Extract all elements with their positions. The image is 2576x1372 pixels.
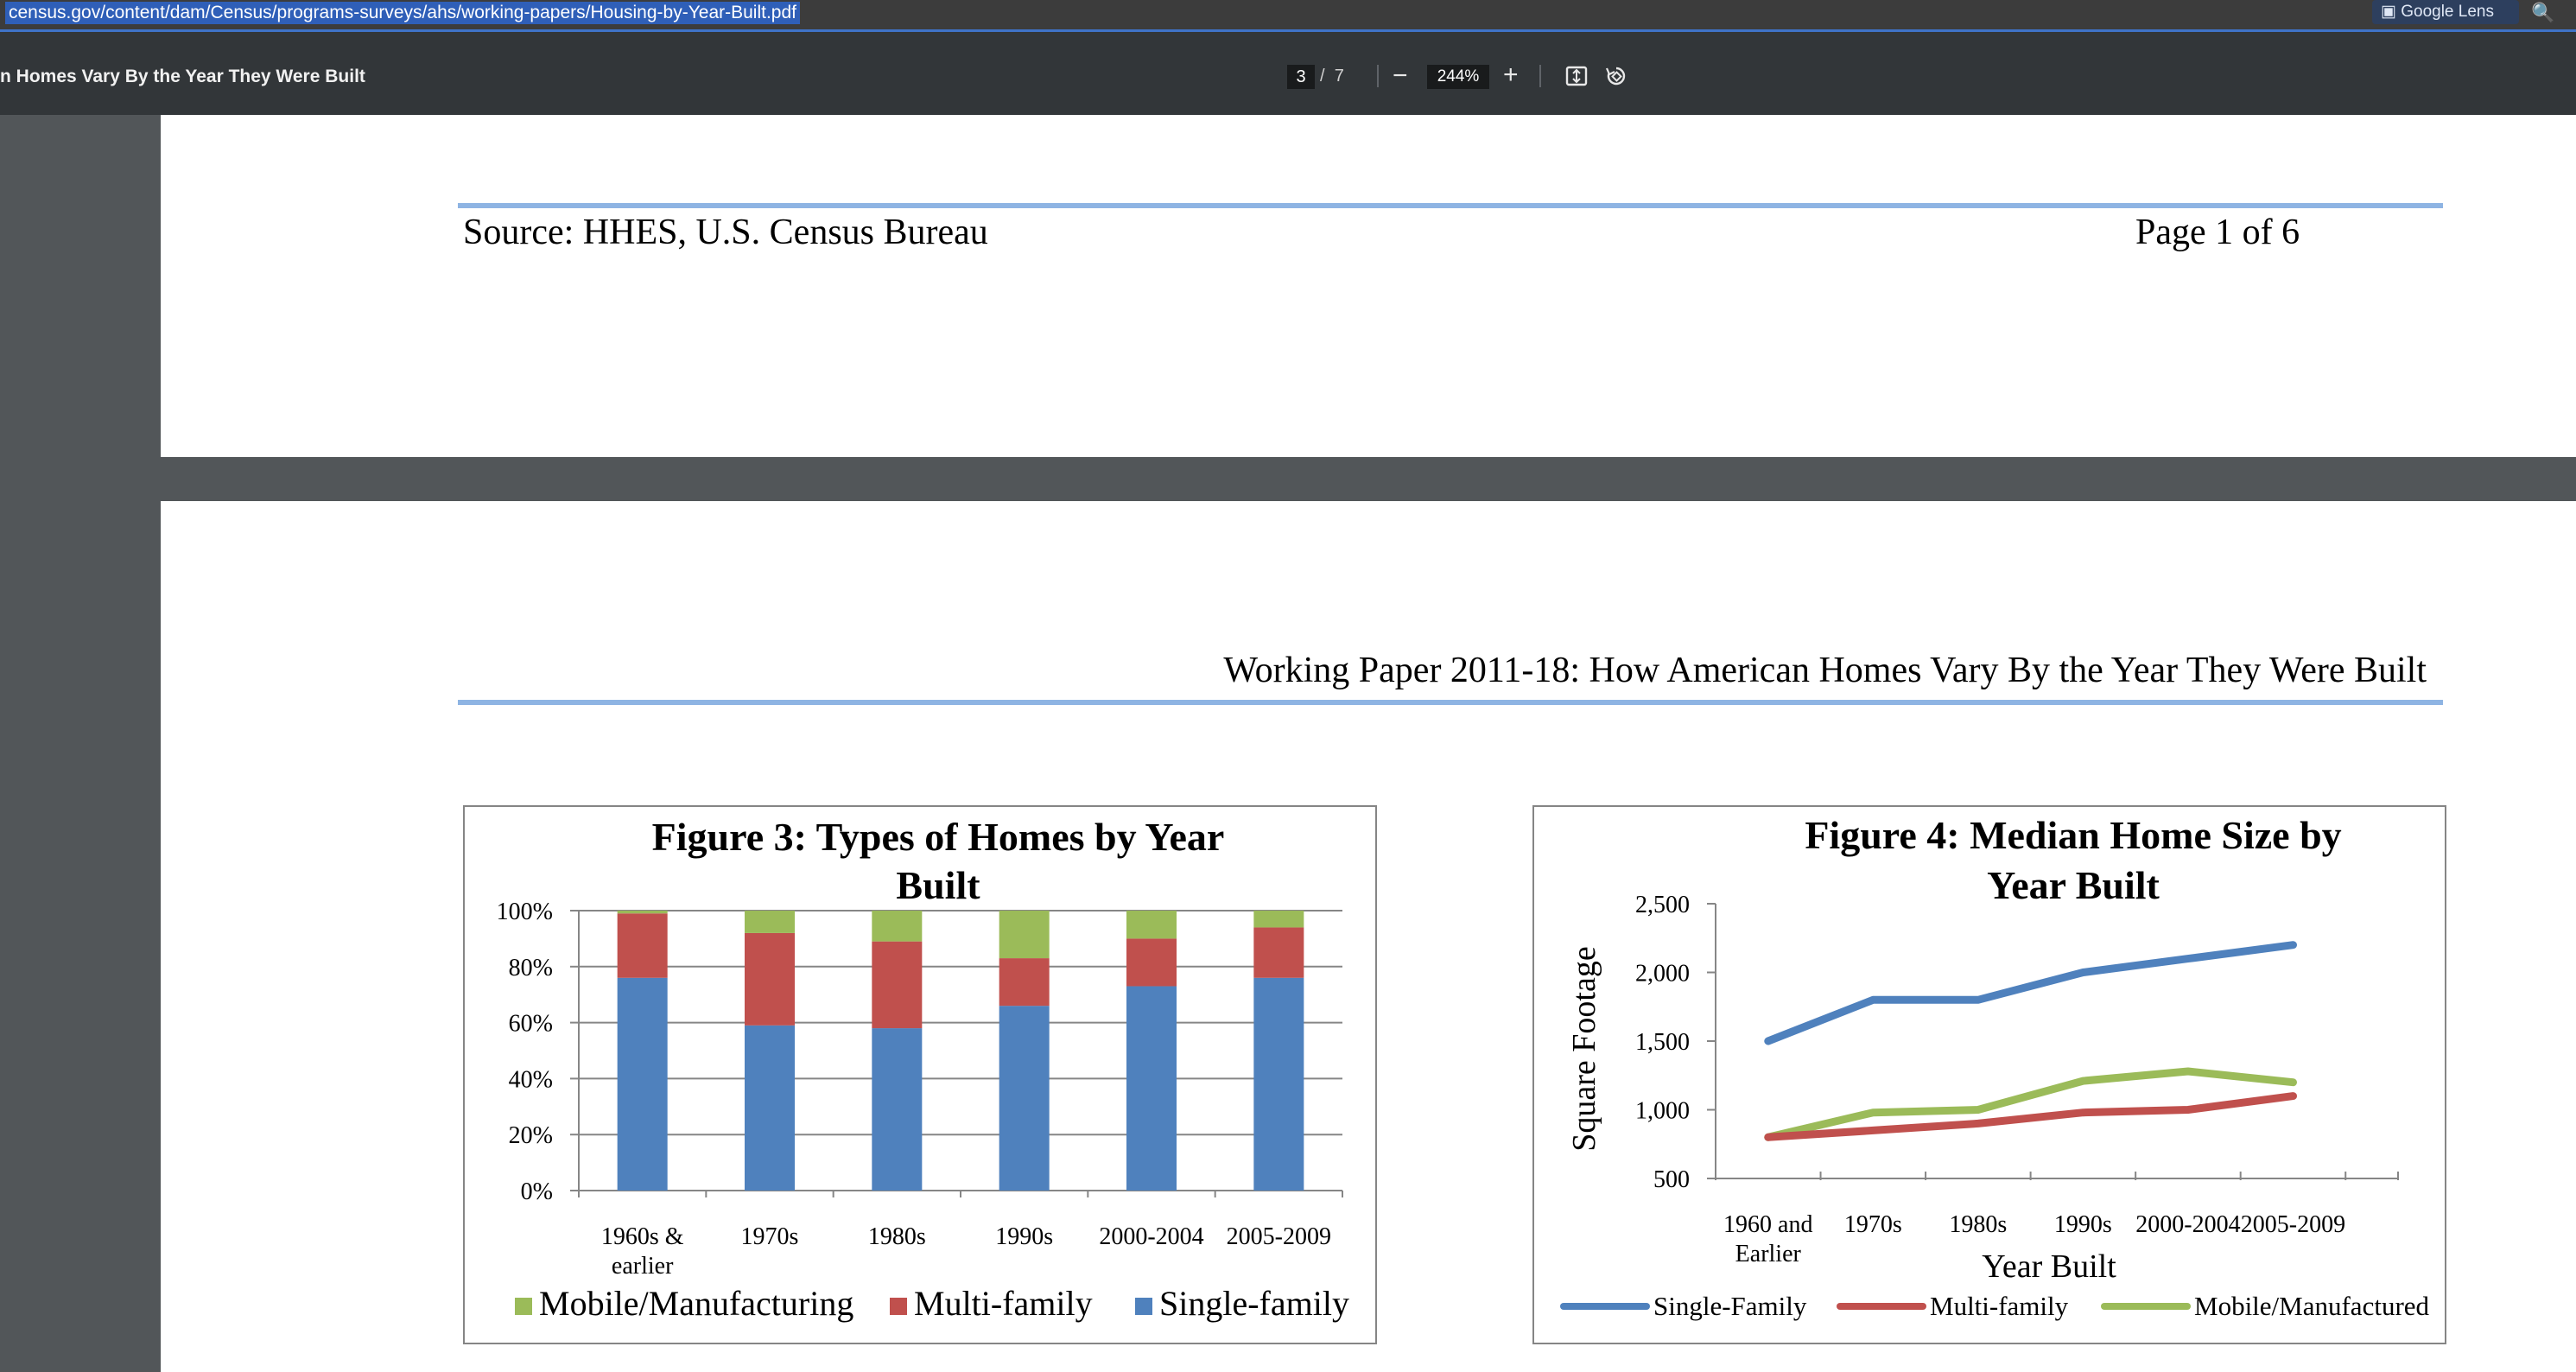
footer-page-number: Page 1 of 6 [2135, 213, 2300, 252]
bar-segment [999, 958, 1050, 1006]
page-header: Working Paper 2011-18: How American Homes Vary By the Year They Were Built [1223, 651, 2427, 690]
legend-swatch [890, 1298, 907, 1315]
x-tick-label: 1970s [740, 1223, 799, 1250]
pdf-page-current [161, 501, 2576, 1372]
x-tick-label: 1960 and [1723, 1211, 1813, 1238]
pdf-toolbar [0, 32, 2576, 115]
legend-label: Multi-family [914, 1284, 1093, 1323]
legend-label: Single-Family [1653, 1291, 1807, 1321]
x-tick-label: 2000-2004 [1099, 1223, 1204, 1250]
y-tick-label: 80% [508, 954, 553, 981]
bar-segment [872, 911, 922, 942]
url-text[interactable]: census.gov/content/dam/Census/programs-surveys/ahs/working-papers/Housing-by-Year-Built.pdf [5, 2, 800, 24]
legend-label: Multi-family [1930, 1291, 2069, 1321]
bar-segment [1126, 938, 1177, 986]
x-tick-label: 2005-2009 [2240, 1211, 2346, 1238]
y-axis-title: Square Footage [1566, 946, 1602, 1152]
pdf-page-previous [161, 115, 2576, 457]
legend-label: Single-family [1159, 1284, 1349, 1323]
figure-3-chart [463, 805, 1377, 1344]
bar-segment [1253, 911, 1304, 927]
page-number-input[interactable]: 3 [1287, 65, 1315, 89]
x-tick-label: 1980s [1949, 1211, 2008, 1238]
bar-segment [618, 913, 668, 978]
y-tick-label: 20% [508, 1122, 553, 1150]
x-tick-label: 2005-2009 [1226, 1223, 1331, 1250]
chart-title: Year Built [1987, 863, 2160, 907]
y-tick-label: 1,500 [1635, 1029, 1690, 1056]
toolbar-divider [1377, 65, 1379, 87]
chart-title: Figure 3: Types of Homes by Year [651, 815, 1225, 859]
magnifier-icon[interactable]: 🔍 [2531, 2, 2555, 23]
y-tick-label: 500 [1653, 1166, 1690, 1193]
legend-swatch [515, 1298, 532, 1315]
x-tick-label: 2000-2004 [2135, 1211, 2241, 1238]
x-axis-title: Year Built [1982, 1248, 2116, 1285]
bar-segment [745, 1026, 795, 1191]
y-tick-label: 1,000 [1635, 1097, 1690, 1125]
bar-segment [872, 942, 922, 1028]
y-tick-label: 40% [508, 1066, 553, 1094]
legend-swatch [1135, 1298, 1152, 1315]
chart-title: Built [896, 863, 980, 907]
x-tick-label: 1990s [2053, 1211, 2112, 1238]
y-tick-label: 60% [508, 1010, 553, 1038]
bar-segment [1253, 927, 1304, 977]
page-count: / 7 [1320, 67, 1344, 86]
rotate-icon[interactable] [1605, 65, 1627, 87]
x-tick-label: 1980s [867, 1223, 926, 1250]
bar-segment [1126, 911, 1177, 938]
figure-4-chart [1532, 805, 2446, 1344]
chart-title: Figure 4: Median Home Size by [1805, 813, 2342, 857]
lens-icon: ▣ [2381, 3, 2402, 21]
y-tick-label: 2,000 [1635, 960, 1690, 988]
figure-3-plot [465, 807, 1375, 1343]
header-rule [458, 700, 2443, 705]
bar-segment [618, 911, 668, 913]
bar-segment [999, 911, 1050, 958]
series-line [1768, 945, 2294, 1041]
google-lens-button[interactable] [2372, 0, 2519, 24]
y-tick-label: 100% [496, 899, 553, 925]
document-title: n Homes Vary By the Year They Were Built [0, 67, 365, 86]
zoom-level-input[interactable]: 244% [1427, 65, 1489, 89]
lens-label: Google Lens [2401, 3, 2494, 21]
legend-label: Mobile/Manufactured [2194, 1291, 2430, 1321]
zoom-out-button[interactable]: − [1393, 61, 1408, 90]
x-tick-label: Earlier [1735, 1241, 1801, 1267]
x-tick-label: 1960s & [600, 1223, 684, 1250]
legend-label: Mobile/Manufacturing [539, 1284, 854, 1323]
bar-segment [1253, 978, 1304, 1191]
x-tick-label: 1990s [995, 1223, 1054, 1250]
bar-segment [745, 933, 795, 1026]
y-tick-label: 2,500 [1635, 892, 1690, 918]
y-tick-label: 0% [520, 1178, 553, 1205]
zoom-in-button[interactable]: + [1503, 60, 1519, 89]
bar-segment [999, 1006, 1050, 1191]
bar-segment [872, 1028, 922, 1191]
bar-segment [618, 978, 668, 1191]
figure-4-plot [1534, 807, 2445, 1343]
bar-segment [1126, 986, 1177, 1191]
fit-page-icon[interactable] [1565, 65, 1588, 87]
bar-segment [745, 911, 795, 933]
footer-rule [458, 203, 2443, 208]
x-tick-label: 1970s [1843, 1211, 1902, 1238]
x-tick-label: earlier [611, 1253, 674, 1280]
toolbar-divider [1539, 65, 1541, 87]
address-bar [0, 0, 2576, 29]
footer-source: Source: HHES, U.S. Census Bureau [463, 213, 988, 252]
